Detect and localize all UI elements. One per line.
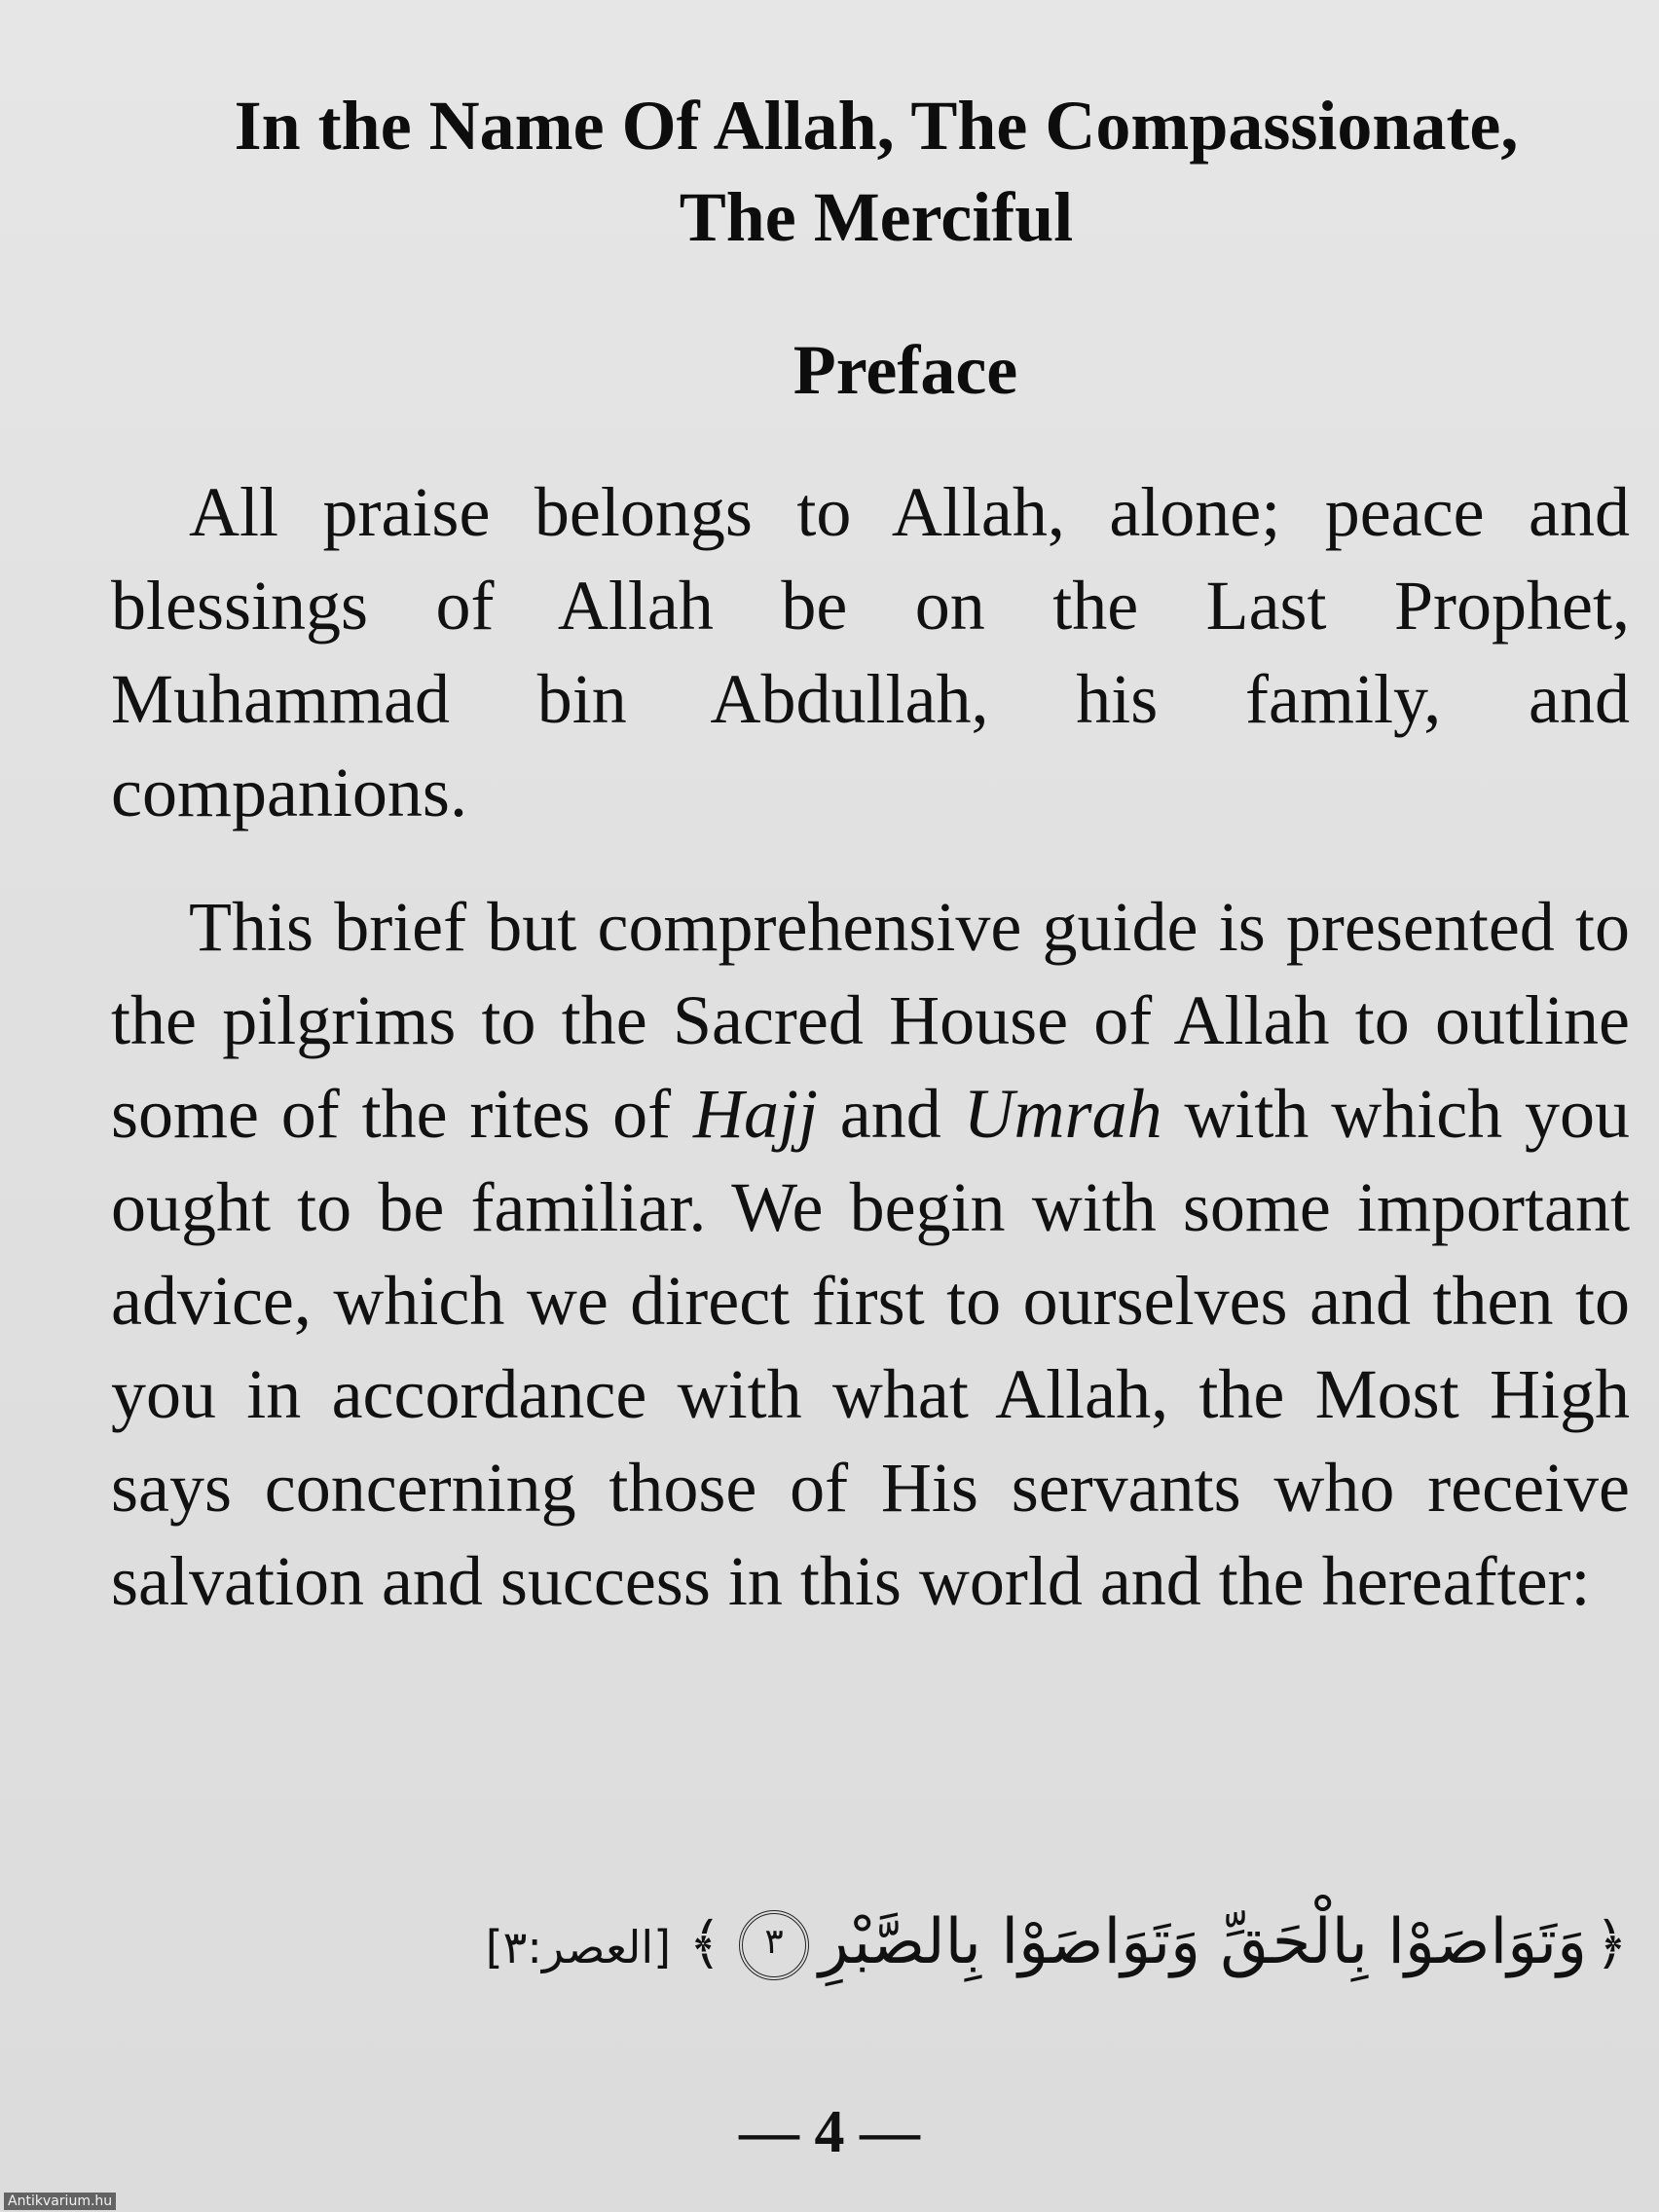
paragraph-praise: All praise belongs to Allah, alone; peace and blessings of Allah be on the Last Prophet, Muhammad bin Abdullah, his family, and companions.: [111, 473, 1630, 831]
verse-close-bracket: ﴾: [688, 1910, 722, 1976]
watermark-label: Antikvarium.hu: [4, 2193, 116, 2210]
page-number: — 4 —: [739, 2099, 920, 2165]
paragraph-text-part-2: and: [817, 1075, 964, 1153]
heading-line-1: In the Name Of Allah, The Compassionate,: [234, 87, 1519, 165]
verse-open-bracket: ﴿: [1595, 1910, 1628, 1976]
verse-number-marker: ٣: [739, 1910, 809, 1980]
page-heading: [117, 80, 1636, 263]
term-hajj: Hajj: [692, 1075, 818, 1153]
section-title-preface: Preface: [793, 331, 1018, 409]
quran-verse: [234, 1889, 1636, 1996]
verse-reference: [العصر:٣]: [485, 1921, 672, 1973]
term-umrah: Umrah: [963, 1075, 1162, 1153]
heading-line-2: The Merciful: [679, 178, 1074, 256]
paragraph-text-part-3: with which you ought to be familiar. We begin with some important advice, which we direct first to ourselves and then to you in accordance with what Allah, the Most High says concerning those of His servants who receive salvation and success in this world and the hereafter:: [111, 1075, 1630, 1620]
verse-text: وَتَوَاصَوْا بِالْحَقِّ وَتَوَاصَوْا بِالصَّبْرِ: [819, 1906, 1588, 1978]
paragraph-text-part-1: This brief but comprehensive guide is presented to the pilgrims to the Sacred House of Allah to outline some of the rites of: [111, 888, 1630, 1153]
paragraph-guide-intro: [111, 880, 1630, 1628]
